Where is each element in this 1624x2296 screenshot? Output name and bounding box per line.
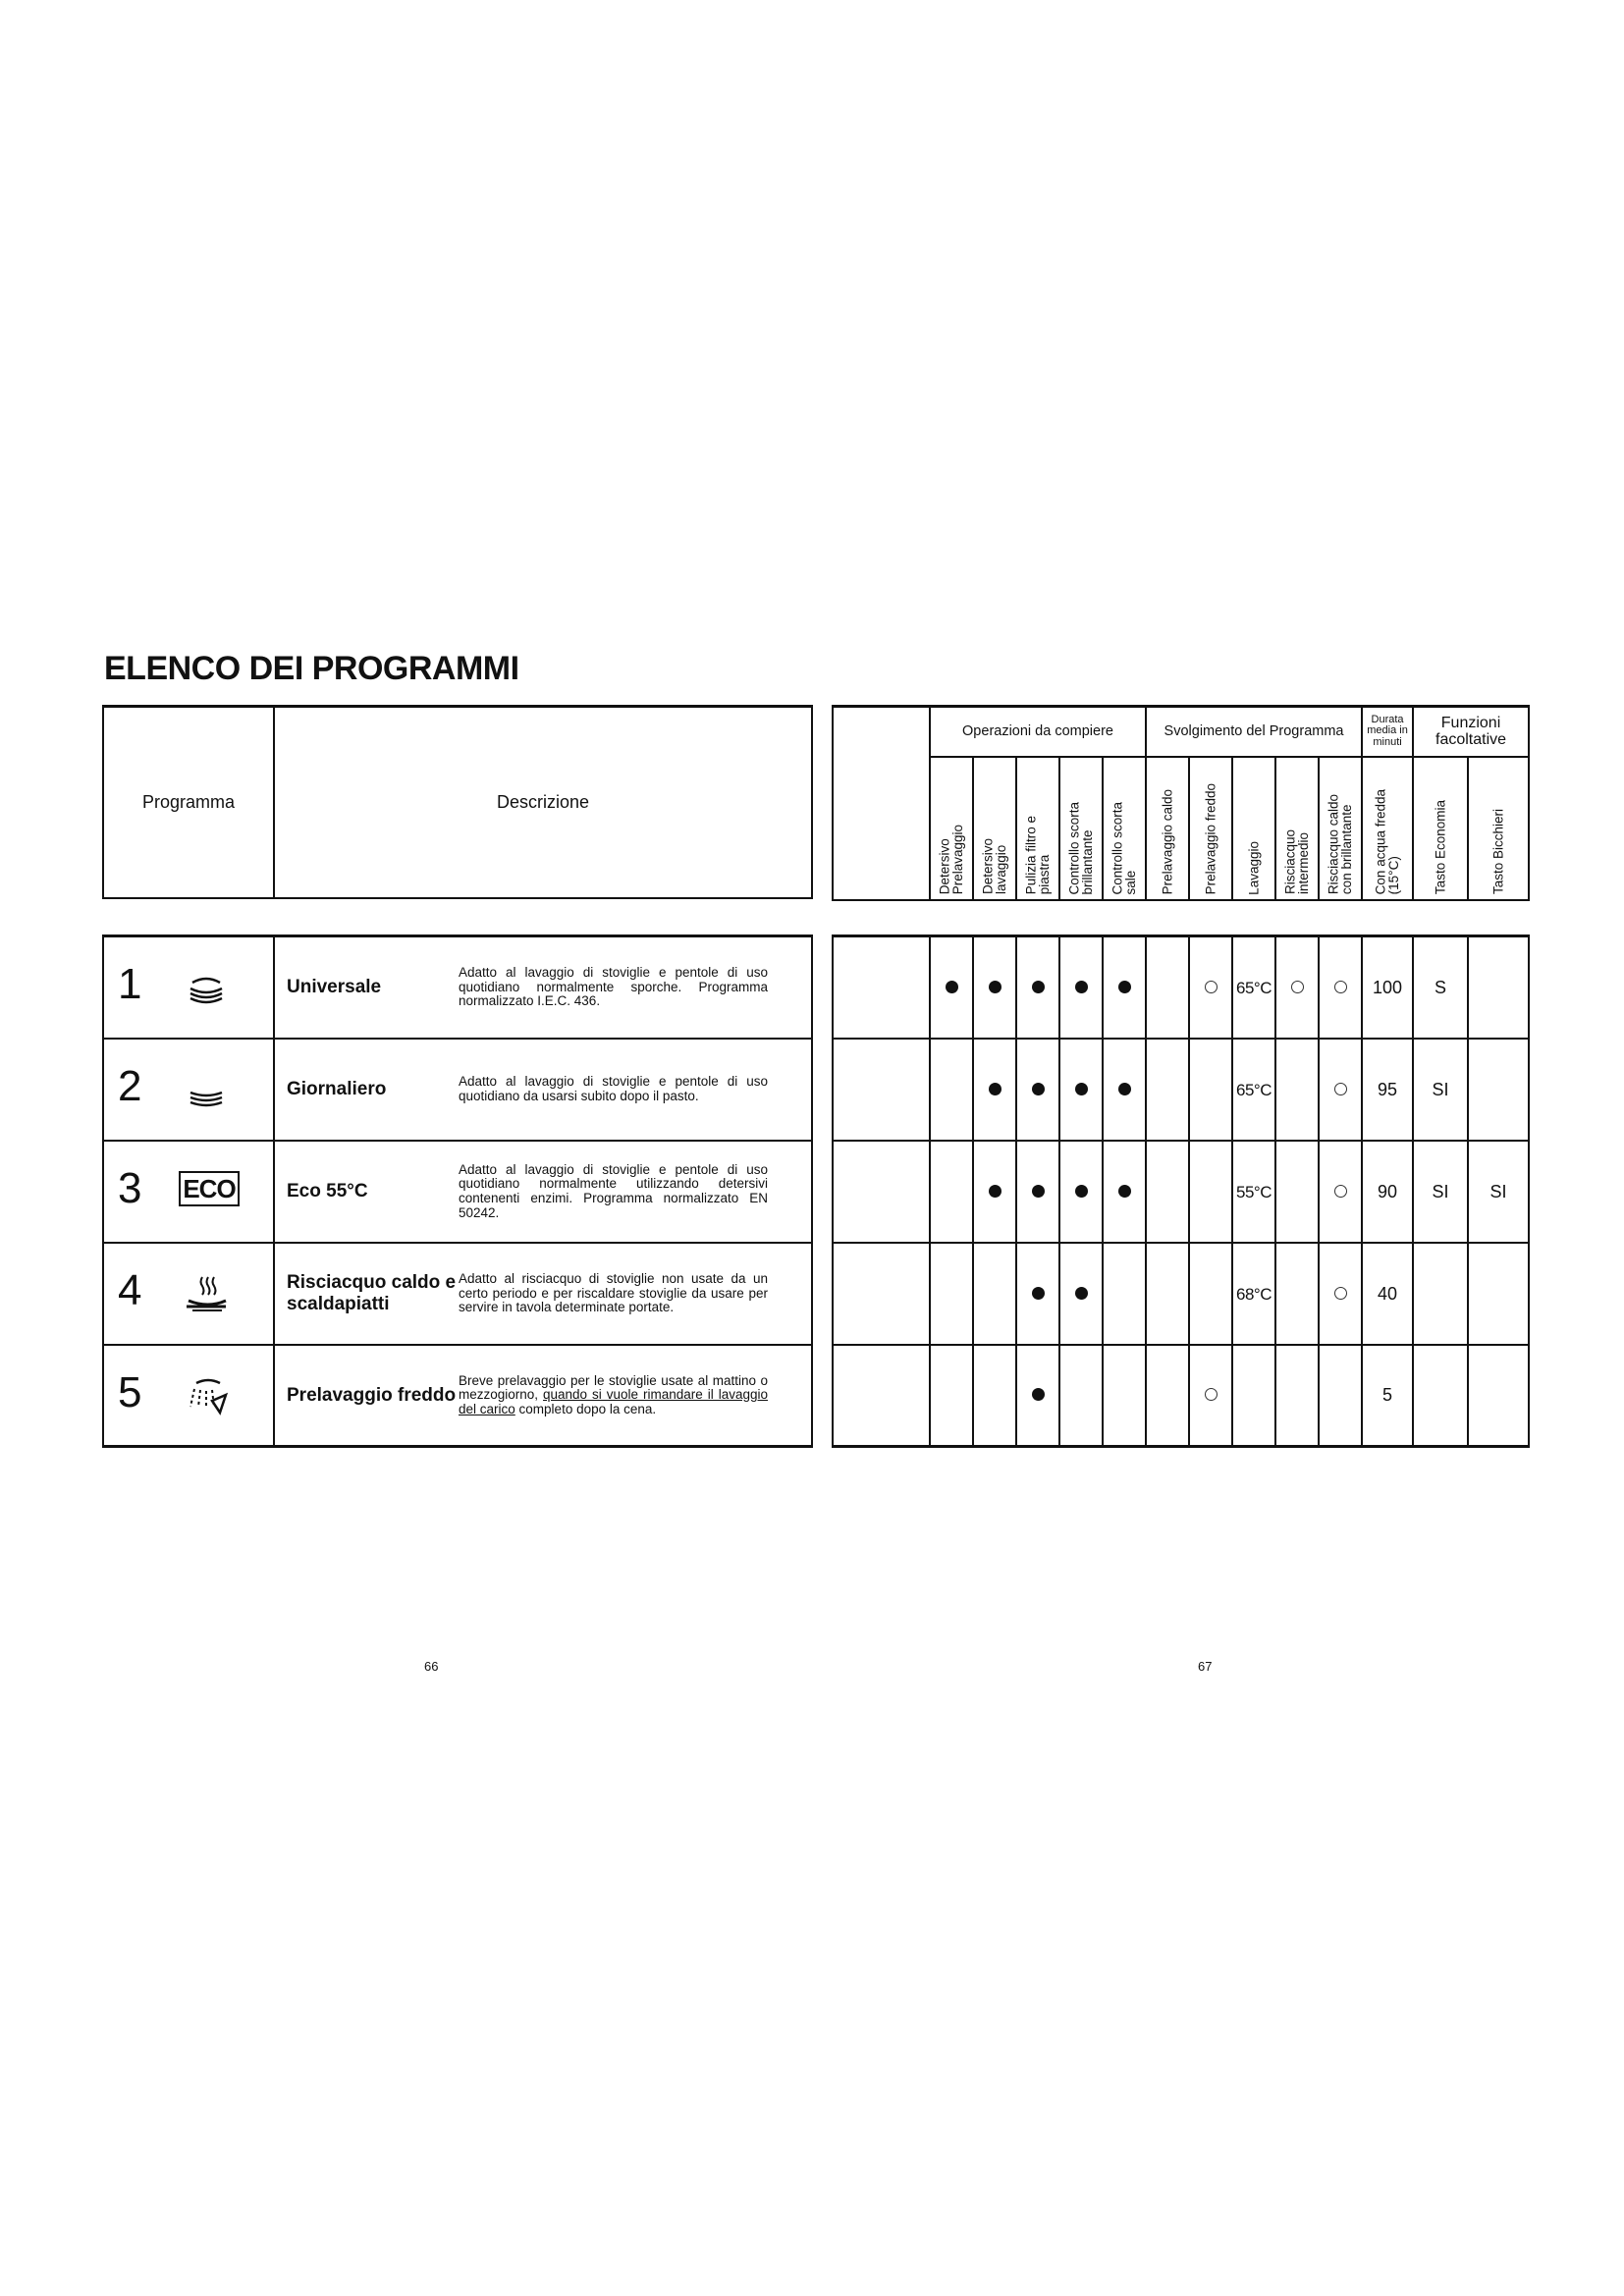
cycle-circle-mark (1334, 1185, 1347, 1198)
cycle-cell (1189, 1141, 1232, 1243)
operation-cell (973, 936, 1016, 1040)
operation-dot-mark (1075, 1185, 1088, 1198)
operation-cell (1016, 936, 1059, 1040)
daily-dishes-icon (183, 1067, 230, 1112)
operation-dot-mark (989, 981, 1001, 993)
header-operazioni: Operazioni da compiere (930, 707, 1146, 757)
cycle-temperature: 55°C (1236, 1182, 1272, 1201)
operation-dot-mark (1118, 1083, 1131, 1095)
matrix-row-1 (833, 936, 1529, 1040)
column-header-7 (1189, 757, 1232, 900)
universal-dishes-icon (183, 965, 230, 1010)
cycle-cell (1189, 1345, 1232, 1447)
program-description-end: completo dopo la cena. (518, 1401, 657, 1416)
program-row-5 (103, 1345, 812, 1447)
operation-dot-mark (1075, 981, 1088, 993)
matrix-empty-cell (833, 936, 930, 1040)
matrix-row-2 (833, 1039, 1529, 1141)
matrix-row-5 (833, 1345, 1529, 1447)
economia-value: S (1434, 977, 1446, 997)
operation-cell (1059, 1039, 1103, 1141)
column-header-6 (1146, 757, 1189, 900)
cycle-cell (1232, 936, 1275, 1040)
cycle-cell (1189, 1039, 1232, 1141)
program-description: Adatto al lavaggio di stoviglie e pentole di uso quotidiano normalmente sporche. Programma normalizzato I.E.C. 436. (459, 965, 768, 1009)
program-description: Adatto al lavaggio di stoviglie e pentole di uso quotidiano da usarsi subito dopo il pasto. (459, 1074, 768, 1103)
program-name: Prelavaggio freddo (287, 1384, 457, 1406)
column-header-line: Risciacquo caldo (1326, 794, 1341, 895)
operation-cell (1103, 936, 1146, 1040)
cycle-cell (1146, 1141, 1189, 1243)
program-row-3 (103, 1141, 812, 1243)
column-header-1 (930, 757, 973, 900)
column-header-12 (1413, 757, 1468, 900)
bicchieri-cell (1468, 1243, 1529, 1345)
column-header-line: piastra (1037, 854, 1052, 895)
program-id-cell (103, 1345, 274, 1447)
cycle-cell (1275, 1039, 1319, 1141)
operation-dot-mark (1118, 981, 1131, 993)
duration-cell (1362, 1243, 1413, 1345)
cycle-temperature: 68°C (1236, 1284, 1272, 1304)
program-description-cell (459, 1039, 812, 1141)
matrix-empty-cell (833, 1243, 930, 1345)
operation-cell (1016, 1141, 1059, 1243)
program-description-cell (459, 936, 812, 1040)
page-title: ELENCO DEI PROGRAMMI (104, 650, 519, 687)
column-header-label (1327, 794, 1354, 894)
column-header-4 (1059, 757, 1103, 900)
economia-cell (1413, 1039, 1468, 1141)
column-header-label (1491, 809, 1505, 894)
bicchieri-cell (1468, 1039, 1529, 1141)
program-number: 3 (118, 1164, 142, 1212)
cycle-cell (1232, 1243, 1275, 1345)
cycle-cell (1146, 1243, 1189, 1345)
operation-dot-mark (1032, 1287, 1045, 1300)
column-header-label (1434, 800, 1447, 894)
cycle-circle-mark (1334, 1083, 1347, 1095)
cycle-cell (1189, 936, 1232, 1040)
programs-matrix (832, 934, 1530, 1448)
column-header-line: intermedio (1296, 832, 1312, 895)
column-header-line: con brillantante (1339, 804, 1355, 895)
cycle-cell (1232, 1345, 1275, 1447)
matrix-row-3 (833, 1141, 1529, 1243)
cycle-cell (1232, 1039, 1275, 1141)
program-description-underlined: quando si vuole rimandare il lavaggio del carico (459, 1387, 768, 1416)
program-description: Breve prelavaggio per le stoviglie usate al mattino o mezzogiorno, (459, 1372, 768, 1403)
cycle-circle-mark (1291, 981, 1304, 993)
column-header-line: (15°C) (1386, 856, 1402, 895)
header-funzioni: Funzioni facoltative (1413, 707, 1529, 757)
economia-cell (1413, 1141, 1468, 1243)
operation-dot-mark (1118, 1185, 1131, 1198)
economia-cell (1413, 1243, 1468, 1345)
header-svolgimento: Svolgimento del Programma (1146, 707, 1362, 757)
matrix-row-4 (833, 1243, 1529, 1345)
column-header-9 (1275, 757, 1319, 900)
operation-dot-mark (1075, 1287, 1088, 1300)
economia-value: SI (1432, 1079, 1449, 1099)
header-descrizione: Descrizione (496, 792, 590, 812)
duration-value: 90 (1377, 1181, 1398, 1201)
cycle-cell (1319, 936, 1362, 1040)
column-header-label (1284, 829, 1311, 894)
operation-cell (1103, 1141, 1146, 1243)
column-header-8 (1232, 757, 1275, 900)
hot-rinse-plate-icon (183, 1271, 230, 1316)
operation-cell (1016, 1243, 1059, 1345)
bicchieri-cell (1468, 936, 1529, 1040)
column-header-10 (1319, 757, 1362, 900)
column-header-label (1111, 802, 1138, 895)
operation-cell (1103, 1345, 1146, 1447)
programs-table (102, 934, 813, 1448)
cycle-cell (1319, 1141, 1362, 1243)
operation-dot-mark (1032, 1083, 1045, 1095)
column-header-13 (1468, 757, 1529, 900)
column-header-3 (1016, 757, 1059, 900)
cycle-cell (1146, 936, 1189, 1040)
cycle-cell (1146, 1345, 1189, 1447)
operation-cell (1016, 1039, 1059, 1141)
operation-dot-mark (1032, 1388, 1045, 1401)
program-row-2 (103, 1039, 812, 1141)
operation-cell (1016, 1345, 1059, 1447)
column-header-label (1161, 789, 1174, 894)
program-name: Universale (274, 936, 459, 1040)
program-name: Giornaliero (274, 1039, 459, 1141)
program-id-cell (103, 936, 274, 1040)
column-header-line: brillantante (1080, 829, 1095, 895)
eco-icon: ECO (179, 1171, 240, 1206)
program-description: Adatto al lavaggio di stoviglie e pentole di uso quotidiano normalmente utilizzando detersivi contenenti enzimi. Programma normalizzato EN 50242. (459, 1161, 768, 1220)
program-description: Adatto al risciacquo di stoviglie non usate da un certo periodo e per riscaldare stoviglie da usare per servire in tavola determinate portate. (459, 1271, 768, 1315)
operation-cell (1059, 936, 1103, 1040)
matrix-empty-cell (833, 1039, 930, 1141)
economia-value: SI (1432, 1181, 1449, 1201)
page-number-right: 67 (1198, 1659, 1213, 1674)
operation-cell (1059, 1141, 1103, 1243)
column-header-label (1247, 841, 1261, 895)
column-header-line: Lavaggio (1246, 840, 1262, 895)
duration-cell (1362, 1141, 1413, 1243)
duration-value: 95 (1377, 1079, 1398, 1099)
column-header-line: lavaggio (994, 845, 1008, 895)
program-description-cell (459, 1345, 812, 1447)
column-header-line: Controllo scorta (1066, 801, 1082, 895)
left-table-header (102, 705, 813, 899)
cycle-temperature: 65°C (1236, 1080, 1272, 1099)
operation-dot-mark (1032, 981, 1045, 993)
program-number: 4 (118, 1266, 142, 1314)
program-id-cell (103, 1039, 274, 1141)
cycle-circle-mark (1205, 981, 1218, 993)
bicchieri-cell (1468, 1345, 1529, 1447)
operation-cell (1103, 1039, 1146, 1141)
cycle-cell (1189, 1243, 1232, 1345)
operation-cell (973, 1243, 1016, 1345)
operation-cell (973, 1141, 1016, 1243)
operation-cell (930, 1345, 973, 1447)
cycle-cell (1275, 1141, 1319, 1243)
operation-dot-mark (1032, 1185, 1045, 1198)
matrix-empty-cell (833, 1345, 930, 1447)
program-number: 2 (118, 1062, 142, 1110)
operation-cell (1103, 1243, 1146, 1345)
program-name: Risciacquo caldo e scaldapiatti (274, 1243, 459, 1345)
operation-cell (930, 936, 973, 1040)
right-table-header (832, 705, 1530, 901)
program-name: Eco 55°C (274, 1141, 459, 1243)
cycle-temperature: 65°C (1236, 978, 1272, 997)
column-header-line: Tasto Economia (1433, 800, 1448, 895)
duration-cell (1362, 1039, 1413, 1141)
duration-value: 5 (1381, 1385, 1392, 1405)
cycle-cell (1275, 1345, 1319, 1447)
page-number-left: 66 (424, 1659, 439, 1674)
operation-cell (1059, 1345, 1103, 1447)
column-header-label (1068, 802, 1095, 895)
program-number: 1 (118, 960, 142, 1008)
column-header-5 (1103, 757, 1146, 900)
header-programma: Programma (103, 707, 274, 899)
program-row-1 (103, 936, 812, 1040)
cycle-cell (1232, 1141, 1275, 1243)
column-header-line: Controllo scorta (1110, 801, 1125, 895)
program-number: 5 (118, 1368, 142, 1416)
column-header-line: Prelavaggio (950, 825, 965, 895)
program-description-cell (459, 1243, 812, 1345)
column-header-line: Tasto Bicchieri (1490, 809, 1506, 895)
operation-cell (930, 1243, 973, 1345)
program-row-4 (103, 1243, 812, 1345)
column-header-line: Pulizia filtro e (1023, 816, 1039, 895)
matrix-empty-cell (833, 1141, 930, 1243)
header-durata: Durata media in minuti (1362, 707, 1413, 757)
duration-value: 100 (1372, 977, 1403, 997)
column-header-line: Prelavaggio caldo (1160, 789, 1175, 895)
operation-cell (1059, 1243, 1103, 1345)
column-header-line: Detersivo (980, 838, 996, 895)
column-header-label (1204, 783, 1218, 894)
column-header-11 (1362, 757, 1413, 900)
header-empty-cell (833, 707, 930, 900)
cycle-circle-mark (1334, 981, 1347, 993)
cycle-cell (1319, 1345, 1362, 1447)
column-header-line: Detersivo (937, 838, 952, 895)
cycle-circle-mark (1334, 1287, 1347, 1300)
column-header-label (982, 838, 1008, 894)
column-header-label (1375, 789, 1401, 894)
operation-cell (930, 1141, 973, 1243)
cold-prewash-spray-icon (183, 1373, 230, 1418)
duration-cell (1362, 1345, 1413, 1447)
column-header-line: sale (1123, 870, 1138, 895)
program-description-cell (459, 1141, 812, 1243)
cycle-cell (1275, 936, 1319, 1040)
program-id-cell (103, 1141, 274, 1243)
column-header-label (939, 825, 965, 894)
operation-dot-mark (989, 1185, 1001, 1198)
column-header-label (1025, 816, 1052, 894)
operation-dot-mark (946, 981, 958, 993)
cycle-cell (1319, 1039, 1362, 1141)
cycle-cell (1319, 1243, 1362, 1345)
column-header-2 (973, 757, 1016, 900)
column-header-line: Con acqua fredda (1373, 789, 1388, 895)
duration-cell (1362, 936, 1413, 1040)
cycle-circle-mark (1205, 1388, 1218, 1401)
economia-cell (1413, 1345, 1468, 1447)
cycle-cell (1146, 1039, 1189, 1141)
bicchieri-value: SI (1489, 1181, 1507, 1201)
duration-value: 40 (1377, 1283, 1398, 1304)
column-header-line: Risciacquo (1282, 829, 1298, 895)
cycle-cell (1275, 1243, 1319, 1345)
program-id-cell (103, 1243, 274, 1345)
operation-cell (973, 1345, 1016, 1447)
operation-cell (973, 1039, 1016, 1141)
operation-dot-mark (989, 1083, 1001, 1095)
operation-cell (930, 1039, 973, 1141)
operation-dot-mark (1075, 1083, 1088, 1095)
economia-cell (1413, 936, 1468, 1040)
bicchieri-cell (1468, 1141, 1529, 1243)
column-header-line: Prelavaggio freddo (1203, 783, 1218, 895)
